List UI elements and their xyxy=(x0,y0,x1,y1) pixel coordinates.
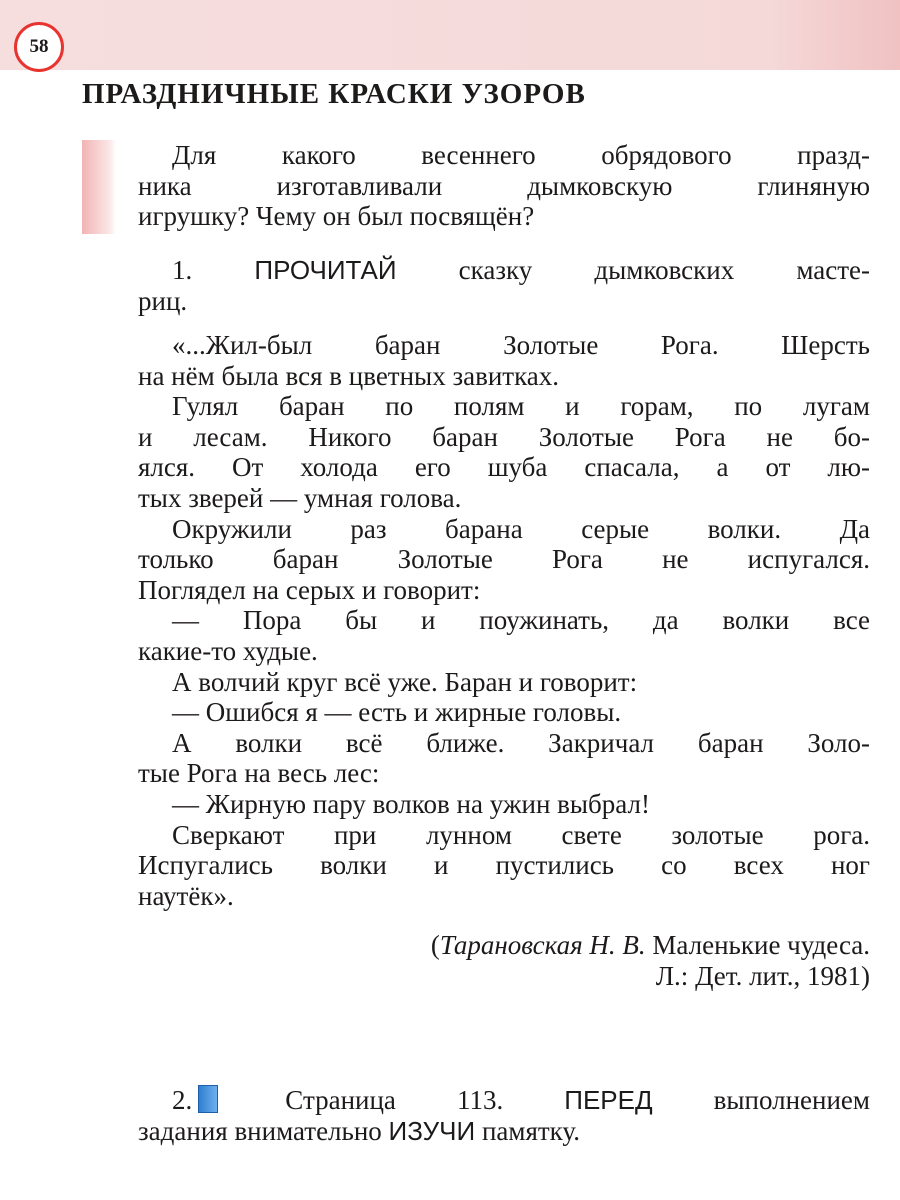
text-line xyxy=(138,1085,870,1116)
text-segment: Страница 113. xyxy=(224,1085,565,1115)
text-line: ника изготавливали дымковскую глиняную xyxy=(138,170,870,201)
text-segment: выполнением xyxy=(652,1085,870,1115)
text-line: тые Рога на весь лес: xyxy=(138,758,380,789)
text-line xyxy=(138,255,870,286)
text-line: Для какого весеннего обрядового празд- xyxy=(172,140,870,170)
text-line: «...Жил-был баран Золотые Рога. Шерсть xyxy=(172,330,870,360)
text-segment: 2. xyxy=(172,1085,193,1115)
header-band xyxy=(0,0,900,70)
text-segment: задания внимательно xyxy=(138,1115,389,1146)
text-line: — Пора бы и поужинать, да волки все xyxy=(172,605,870,636)
text-segment: Тарановская Н. В. xyxy=(439,930,646,960)
text-line: ялся. От холода его шуба спасала, а от лю- xyxy=(138,452,870,483)
text-line: А волки всё ближе. Закричал баран Золо- xyxy=(172,727,870,758)
text-line: риц. xyxy=(138,285,188,316)
text-segment: памятку. xyxy=(475,1115,580,1146)
text-line: только баран Золотые Рога не испугался. xyxy=(138,544,870,575)
text-line: — Жирную пару волков на ужин выбрал! xyxy=(172,788,650,819)
text-segment: ( xyxy=(430,930,440,960)
text-segment: сказку дымковских масте- xyxy=(396,255,870,285)
text-line: А волчий круг всё уже. Баран и говорит: xyxy=(172,666,638,697)
text-line: Окружили раз барана серые волки. Да xyxy=(172,513,870,544)
text-segment: ПРОЧИТАЙ xyxy=(254,255,397,285)
question-marker-bar xyxy=(82,140,116,234)
text-segment: Маленькие чудеса. xyxy=(645,930,870,960)
text-line: тых зверей — умная голова. xyxy=(138,482,462,513)
citation xyxy=(138,930,870,991)
text-segment: ИЗУЧИ xyxy=(388,1115,476,1146)
text-segment: 1. xyxy=(172,255,255,285)
text-segment: ПЕРЕД xyxy=(564,1085,653,1115)
text-line: — Ошибся я — есть и жирные головы. xyxy=(172,697,622,728)
text-line: какие-то худые. xyxy=(138,635,318,666)
page-number: 58 xyxy=(14,22,64,72)
intro-question xyxy=(138,140,870,232)
text-line: наутёк». xyxy=(138,880,234,911)
tale xyxy=(138,330,870,911)
book-reference-icon xyxy=(198,1085,218,1113)
text-line: Поглядел на серых и говорит: xyxy=(138,574,481,605)
text-line: Сверкают при лунном свете золотые рога. xyxy=(172,819,870,850)
text-line: и лесам. Никого баран Золотые Рога не бо- xyxy=(138,421,870,452)
text-line xyxy=(138,930,870,961)
text-line xyxy=(138,1116,870,1147)
text-line: Гулял баран по полям и горам, по лугам xyxy=(172,391,870,422)
text-line: на нём была вся в цветных завитках. xyxy=(138,360,560,391)
task-2 xyxy=(138,1085,870,1146)
text-line: Л.: Дет. лит., 1981) xyxy=(655,960,870,991)
text-line: игрушку? Чему он был посвящён? xyxy=(138,201,535,232)
page-title: ПРАЗДНИЧНЫЕ КРАСКИ УЗОРОВ xyxy=(82,78,586,110)
task-1 xyxy=(138,255,870,316)
text-line: Испугались волки и пустились со всех ног xyxy=(138,850,870,881)
